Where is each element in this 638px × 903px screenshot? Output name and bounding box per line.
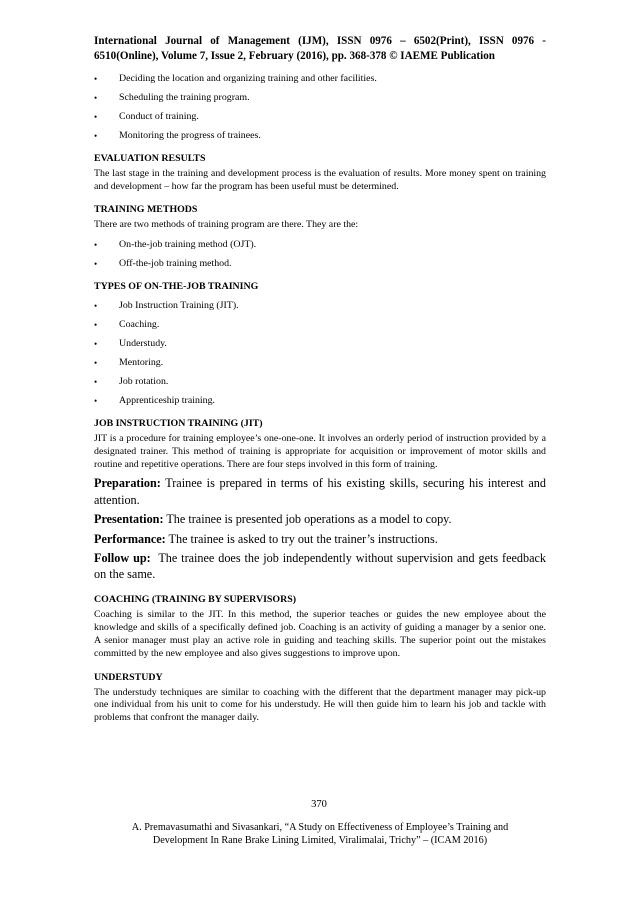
jit-step <box>94 531 546 547</box>
list-item-text: Apprenticeship training. <box>119 394 215 406</box>
list-item-text: Job Instruction Training (JIT). <box>119 300 239 312</box>
citation-footer <box>118 821 522 847</box>
ojt-types-heading: TYPES OF ON-THE-JOB TRAINING <box>94 281 259 293</box>
bullet-icon: • <box>94 74 98 84</box>
jit-step-description: The trainee is presented job operations as a model to copy. <box>163 512 452 527</box>
list-item-text: On-the-job training method (OJT). <box>119 239 257 251</box>
training-methods-paragraph: There are two methods of training program are there. They are the: <box>94 219 359 231</box>
bullet-icon: • <box>94 130 98 141</box>
jit-step-term: Presentation: <box>94 512 164 527</box>
bullet-icon: • <box>94 339 98 350</box>
jit-step <box>94 475 546 508</box>
jit-paragraph: JIT is a procedure for training employee’s one-one-one. It involves an orderly period of instruction provided by a designated trainer. This method of training is appropriate for acquisition or improvement of motor skills and routine and repetitive operations. There are four steps involved in this form of training. <box>94 432 546 470</box>
ojt-types-list <box>94 300 546 406</box>
intro-list <box>94 73 546 142</box>
list-item <box>94 129 546 142</box>
jit-step-description: Trainee is prepared in terms of his existing skills, securing his interest and attention. <box>94 476 546 507</box>
list-item-text: Coaching. <box>119 319 160 331</box>
jit-step-term: Performance: <box>94 531 166 546</box>
training-methods-heading: TRAINING METHODS <box>94 204 198 216</box>
list-item <box>94 300 546 312</box>
bullet-icon: • <box>94 259 98 270</box>
bullet-icon: • <box>94 357 98 368</box>
bullet-icon: • <box>94 301 98 312</box>
bullet-icon: • <box>94 376 98 387</box>
jit-step-description: The trainee does the job independently without supervision and gets feedback on the same. <box>94 551 550 582</box>
coaching-heading: COACHING (TRAINING BY SUPERVISORS) <box>94 593 297 605</box>
list-item-text: Deciding the location and organizing training and other facilities. <box>119 73 377 84</box>
list-item <box>94 319 546 331</box>
bullet-icon: • <box>94 92 98 103</box>
jit-heading: JOB INSTRUCTION TRAINING (JIT) <box>94 417 263 429</box>
footer-line: Development In Rane Brake Lining Limited, Viralimalai, Trichy” – (ICAM 2016) <box>152 835 488 846</box>
training-methods-list <box>94 239 546 270</box>
bullet-icon: • <box>94 111 98 122</box>
jit-step <box>94 550 550 583</box>
list-item <box>94 239 546 251</box>
list-item-text: Scheduling the training program. <box>119 91 250 103</box>
bullet-icon: • <box>94 395 98 406</box>
list-item <box>94 338 546 350</box>
bullet-icon: • <box>94 320 98 331</box>
list-item-text: Conduct of training. <box>119 110 199 122</box>
jit-step-term: Follow up: <box>94 551 151 566</box>
footer-line: A. Premavasumathi and Sivasankari, “A Study on Effectiveness of Employee’s Training and <box>131 822 509 833</box>
understudy-paragraph: The understudy techniques are similar to coaching with the different that the department manager may pick-up one individual from his unit to come for his understudy. He will then guide him to learn his job and tackle with problems that confront the manager daily. <box>94 686 546 724</box>
list-item <box>94 258 546 270</box>
list-item-text: Off-the-job training method. <box>119 258 232 270</box>
list-item <box>94 110 546 123</box>
list-item-text: Understudy. <box>119 338 167 350</box>
understudy-heading: UNDERSTUDY <box>94 671 163 683</box>
jit-step-term: Preparation: <box>94 476 161 491</box>
page-number: 370 <box>311 799 327 810</box>
coaching-paragraph: Coaching is similar to the JIT. In this method, the superior teaches or guides the new employee about the knowledge and skills of a specifically defined job. Coaching is an activity of guiding a manager by a senior one. A senior manager must play an active role in guiding and teaching skills. The superior point out the mistakes committed by the new employee and also gives suggestions to improve upon. <box>94 608 546 659</box>
jit-step <box>94 511 546 527</box>
evaluation-heading: EVALUATION RESULTS <box>94 152 206 164</box>
evaluation-paragraph: The last stage in the training and development process is the evaluation of results. More money spent on training and development – how far the program has been useful must be determined. <box>94 167 546 192</box>
list-item <box>94 375 546 388</box>
jit-step-description: The trainee is asked to try out the trainer’s instructions. <box>165 531 438 546</box>
bullet-icon: • <box>94 240 98 251</box>
list-item-text: Mentoring. <box>119 356 164 368</box>
list-item-text: Job rotation. <box>119 375 169 387</box>
list-item <box>94 91 546 104</box>
list-item <box>94 356 546 369</box>
list-item <box>94 73 546 85</box>
document-page <box>94 34 550 733</box>
list-item <box>94 394 546 407</box>
list-item-text: Monitoring the progress of trainees. <box>119 129 261 141</box>
journal-header: International Journal of Management (IJM), ISSN 0976 – 6502(Print), ISSN 0976 - 6510(Online), Volume 7, Issue 2, February (2016), pp. 368-378 © IAEME Publication <box>94 35 546 62</box>
